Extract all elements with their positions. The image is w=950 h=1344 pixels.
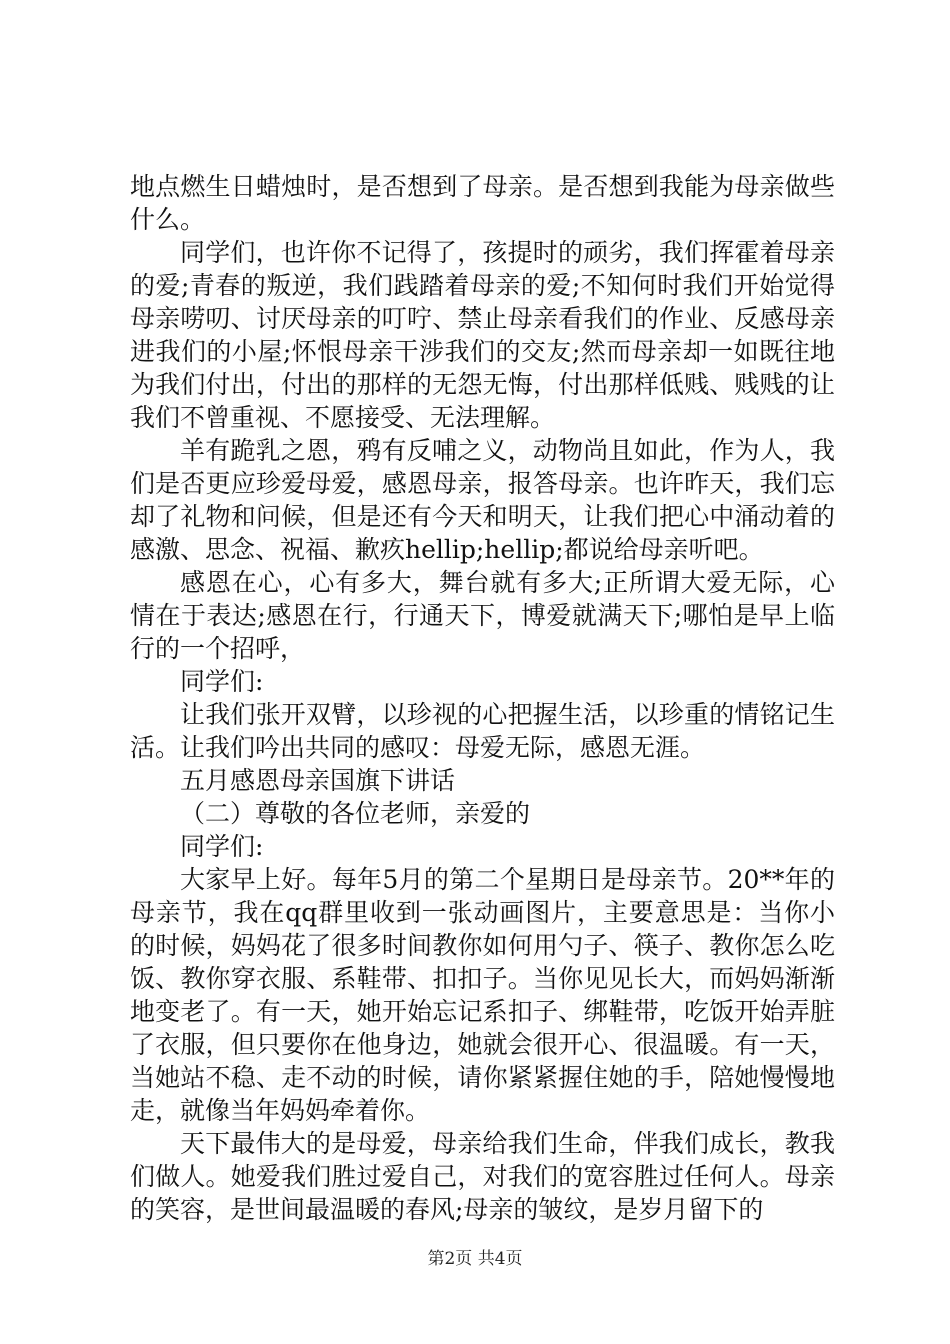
paragraph-6: 让我们张开双臂，以珍视的心把握生活，以珍重的情铭记生活。让我们吟出共同的感叹：母爱无际，感恩无涯。 (130, 700, 835, 762)
paragraph-9: 同学们: (180, 832, 264, 861)
paragraph-8: （二）尊敬的各位老师，亲爱的 (180, 799, 531, 828)
paragraph-2: 同学们，也许你不记得了，孩提时的顽劣，我们挥霍着母亲的爱;青春的叛逆，我们践踏着母亲的爱;不知何时我们开始觉得母亲唠叨、讨厌母亲的叮咛、禁止母亲看我们的作业、反感母亲进我们的小屋;怀恨母亲干涉我们的交友;然而母亲却一如既往地为我们付出，付出的那样的无怨无悔，付出那样低贱、贱贱的让我们不曾重视、不愿接受、无法理解。 (130, 238, 835, 432)
paragraph-3: 羊有跪乳之恩，鸦有反哺之义，动物尚且如此，作为人，我们是否更应珍爱母爱，感恩母亲，报答母亲。也许昨天，我们忘却了礼物和问候，但是还有今天和明天，让我们把心中涌动着的感激、思念、祝福、歉疚hellip;hellip;都说给母亲听吧。 (130, 436, 835, 564)
section-heading: 五月感恩母亲国旗下讲话 (180, 766, 456, 795)
paragraph-1: 地点燃生日蜡烛时，是否想到了母亲。是否想到我能为母亲做些什么。 (130, 172, 835, 234)
document-body (130, 170, 835, 1226)
paragraph-10: 大家早上好。每年5月的第二个星期日是母亲节。20**年的母亲节，我在qq群里收到一张动画图片，主要意思是：当你小的时候，妈妈花了很多时间教你如何用勺子、筷子、教你怎么吃饭、教你穿衣服、系鞋带、扣扣子。当你见见长大，而妈妈渐渐地变老了。有一天，她开始忘记系扣子、绑鞋带，吃饭开始弄脏了衣服，但只要你在他身边，她就会很开心、很温暖。有一天，当她站不稳、走不动的时候，请你紧紧握住她的手，陪她慢慢地走，就像当年妈妈牵着你。 (130, 865, 835, 1125)
paragraph-11: 天下最伟大的是母爱，母亲给我们生命，伴我们成长，教我们做人。她爱我们胜过爱自己，对我们的宽容胜过任何人。母亲的笑容，是世间最温暖的春风;母亲的皱纹，是岁月留下的 (130, 1129, 835, 1224)
paragraph-4: 感恩在心，心有多大，舞台就有多大;正所谓大爱无际，心情在于表达;感恩在行，行通天下，博爱就满天下;哪怕是早上临行的一个招呼， (130, 568, 835, 663)
page-number-footer: 第2页 共4页 (427, 1249, 523, 1269)
paragraph-5: 同学们: (180, 667, 264, 696)
